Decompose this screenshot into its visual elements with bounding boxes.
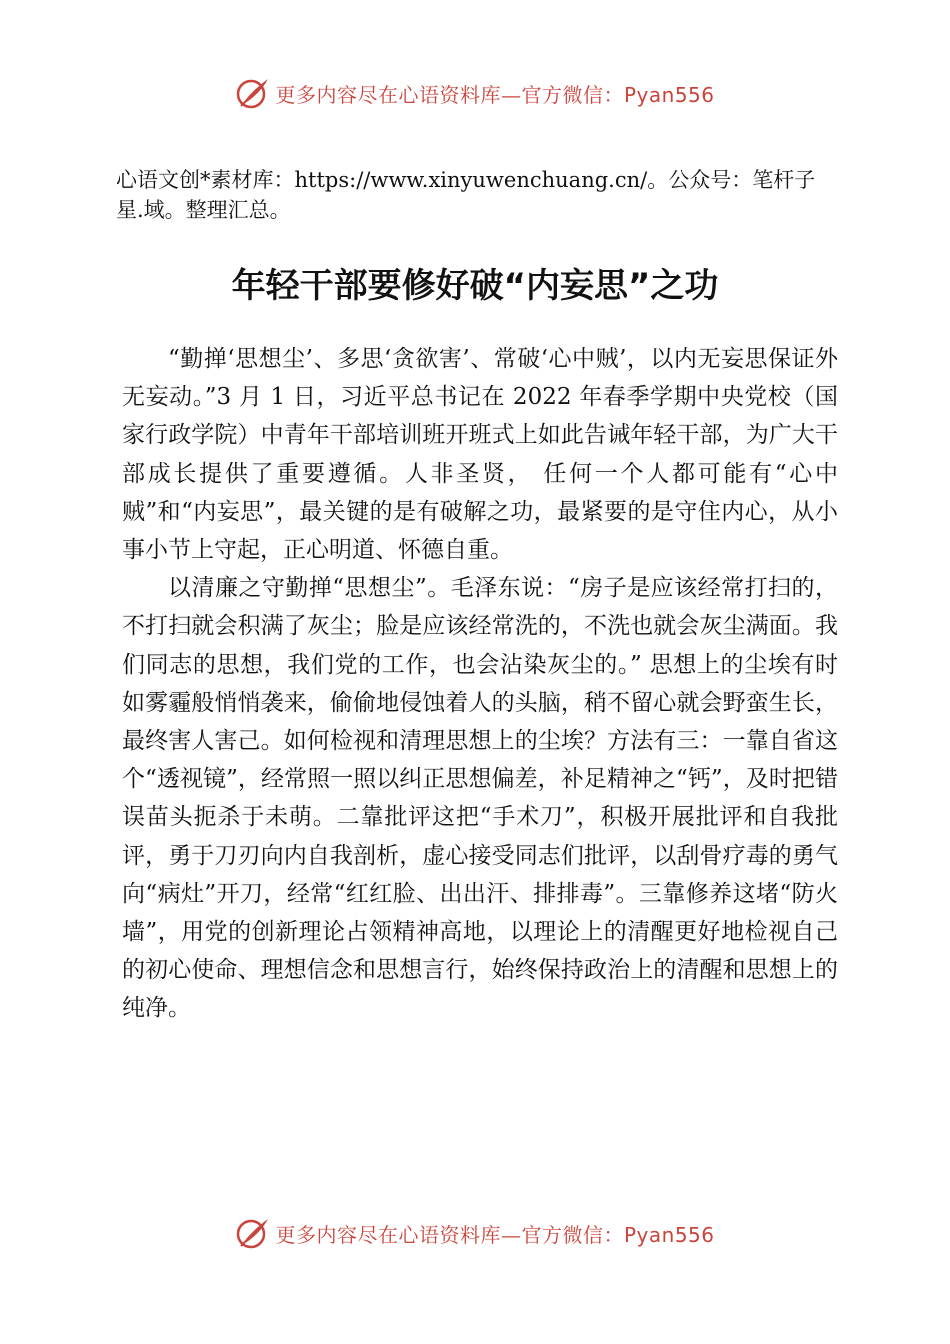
- paragraph-1: “勤掸‘思想尘’、多思‘贪欲害’、常破‘心中贼’，以内无妄思保证外无妄动。”3 月 1 日，习近平总书记在 2022 年春季学期中央党校（国家行政学院）中青年干部培训班开班式上如此告诫年轻干部，为广大干部成长提供了重要遵循。人非圣贤， 任何一个人都可能有“心中贼”和“内妄思”，最关键的是有破解之功，最紧要的是守住内心，从小事小节上守起，正心明道、怀德自重。: [122, 346, 838, 564]
- quill-logo-icon: [235, 75, 271, 111]
- banner-text: [275, 79, 714, 108]
- banner-separator: —: [500, 82, 522, 107]
- banner-text: [275, 1219, 714, 1248]
- source-note: 心语文创*素材库：https://www.xinyuwenchuang.cn/。公众号：笔杆子星.域。整理汇总。: [116, 168, 816, 222]
- footer-banner: [0, 1213, 950, 1253]
- article-body: [122, 340, 838, 1028]
- quill-logo-icon: [235, 1215, 271, 1251]
- banner-label: 官方微信：: [521, 1222, 624, 1247]
- paragraph-2: 以清廉之守勤掸“思想尘”。毛泽东说：“房子是应该经常打扫的，不打扫就会积满了灰尘；脸是应该经常洗的，不洗也就会灰尘满面。我们同志的思想，我们党的工作，也会沾染灰尘的。” 思想上的尘埃有时如雾霾般悄悄袭来，偷偷地侵蚀着人的头脑，稍不留心就会野蛮生长，最终害人害己。如何检视和清理思想上的尘埃？方法有三：一靠自省这个“透视镜”，经常照一照以纠正思想偏差，补足精神之“钙”，及时把错误苗头扼杀于未萌。二靠批评这把“手术刀”，积极开展批评和自我批评，勇于刀刃向内自我剖析，虚心接受同志们批评，以刮骨疗毒的勇气向“病灶”开刀，经常“红红脸、出出汗、排排毒”。三靠修养这堵“防火墙”，用党的创新理论占领精神高地，以理论上的清醒更好地检视自己的初心使命、理想信念和思想言行，始终保持政治上的清醒和思想上的纯净。: [122, 575, 838, 1022]
- page-title: 年轻干部要修好破“内妄思”之功: [231, 266, 719, 306]
- banner-title: 更多内容尽在心语资料库: [275, 82, 501, 107]
- banner-title: 更多内容尽在心语资料库: [275, 1222, 501, 1247]
- header-banner: [0, 73, 950, 113]
- banner-label: 官方微信：: [521, 82, 624, 107]
- banner-separator: —: [500, 1222, 522, 1247]
- banner-handle: Pyan556: [623, 82, 715, 107]
- banner-handle: Pyan556: [623, 1222, 715, 1247]
